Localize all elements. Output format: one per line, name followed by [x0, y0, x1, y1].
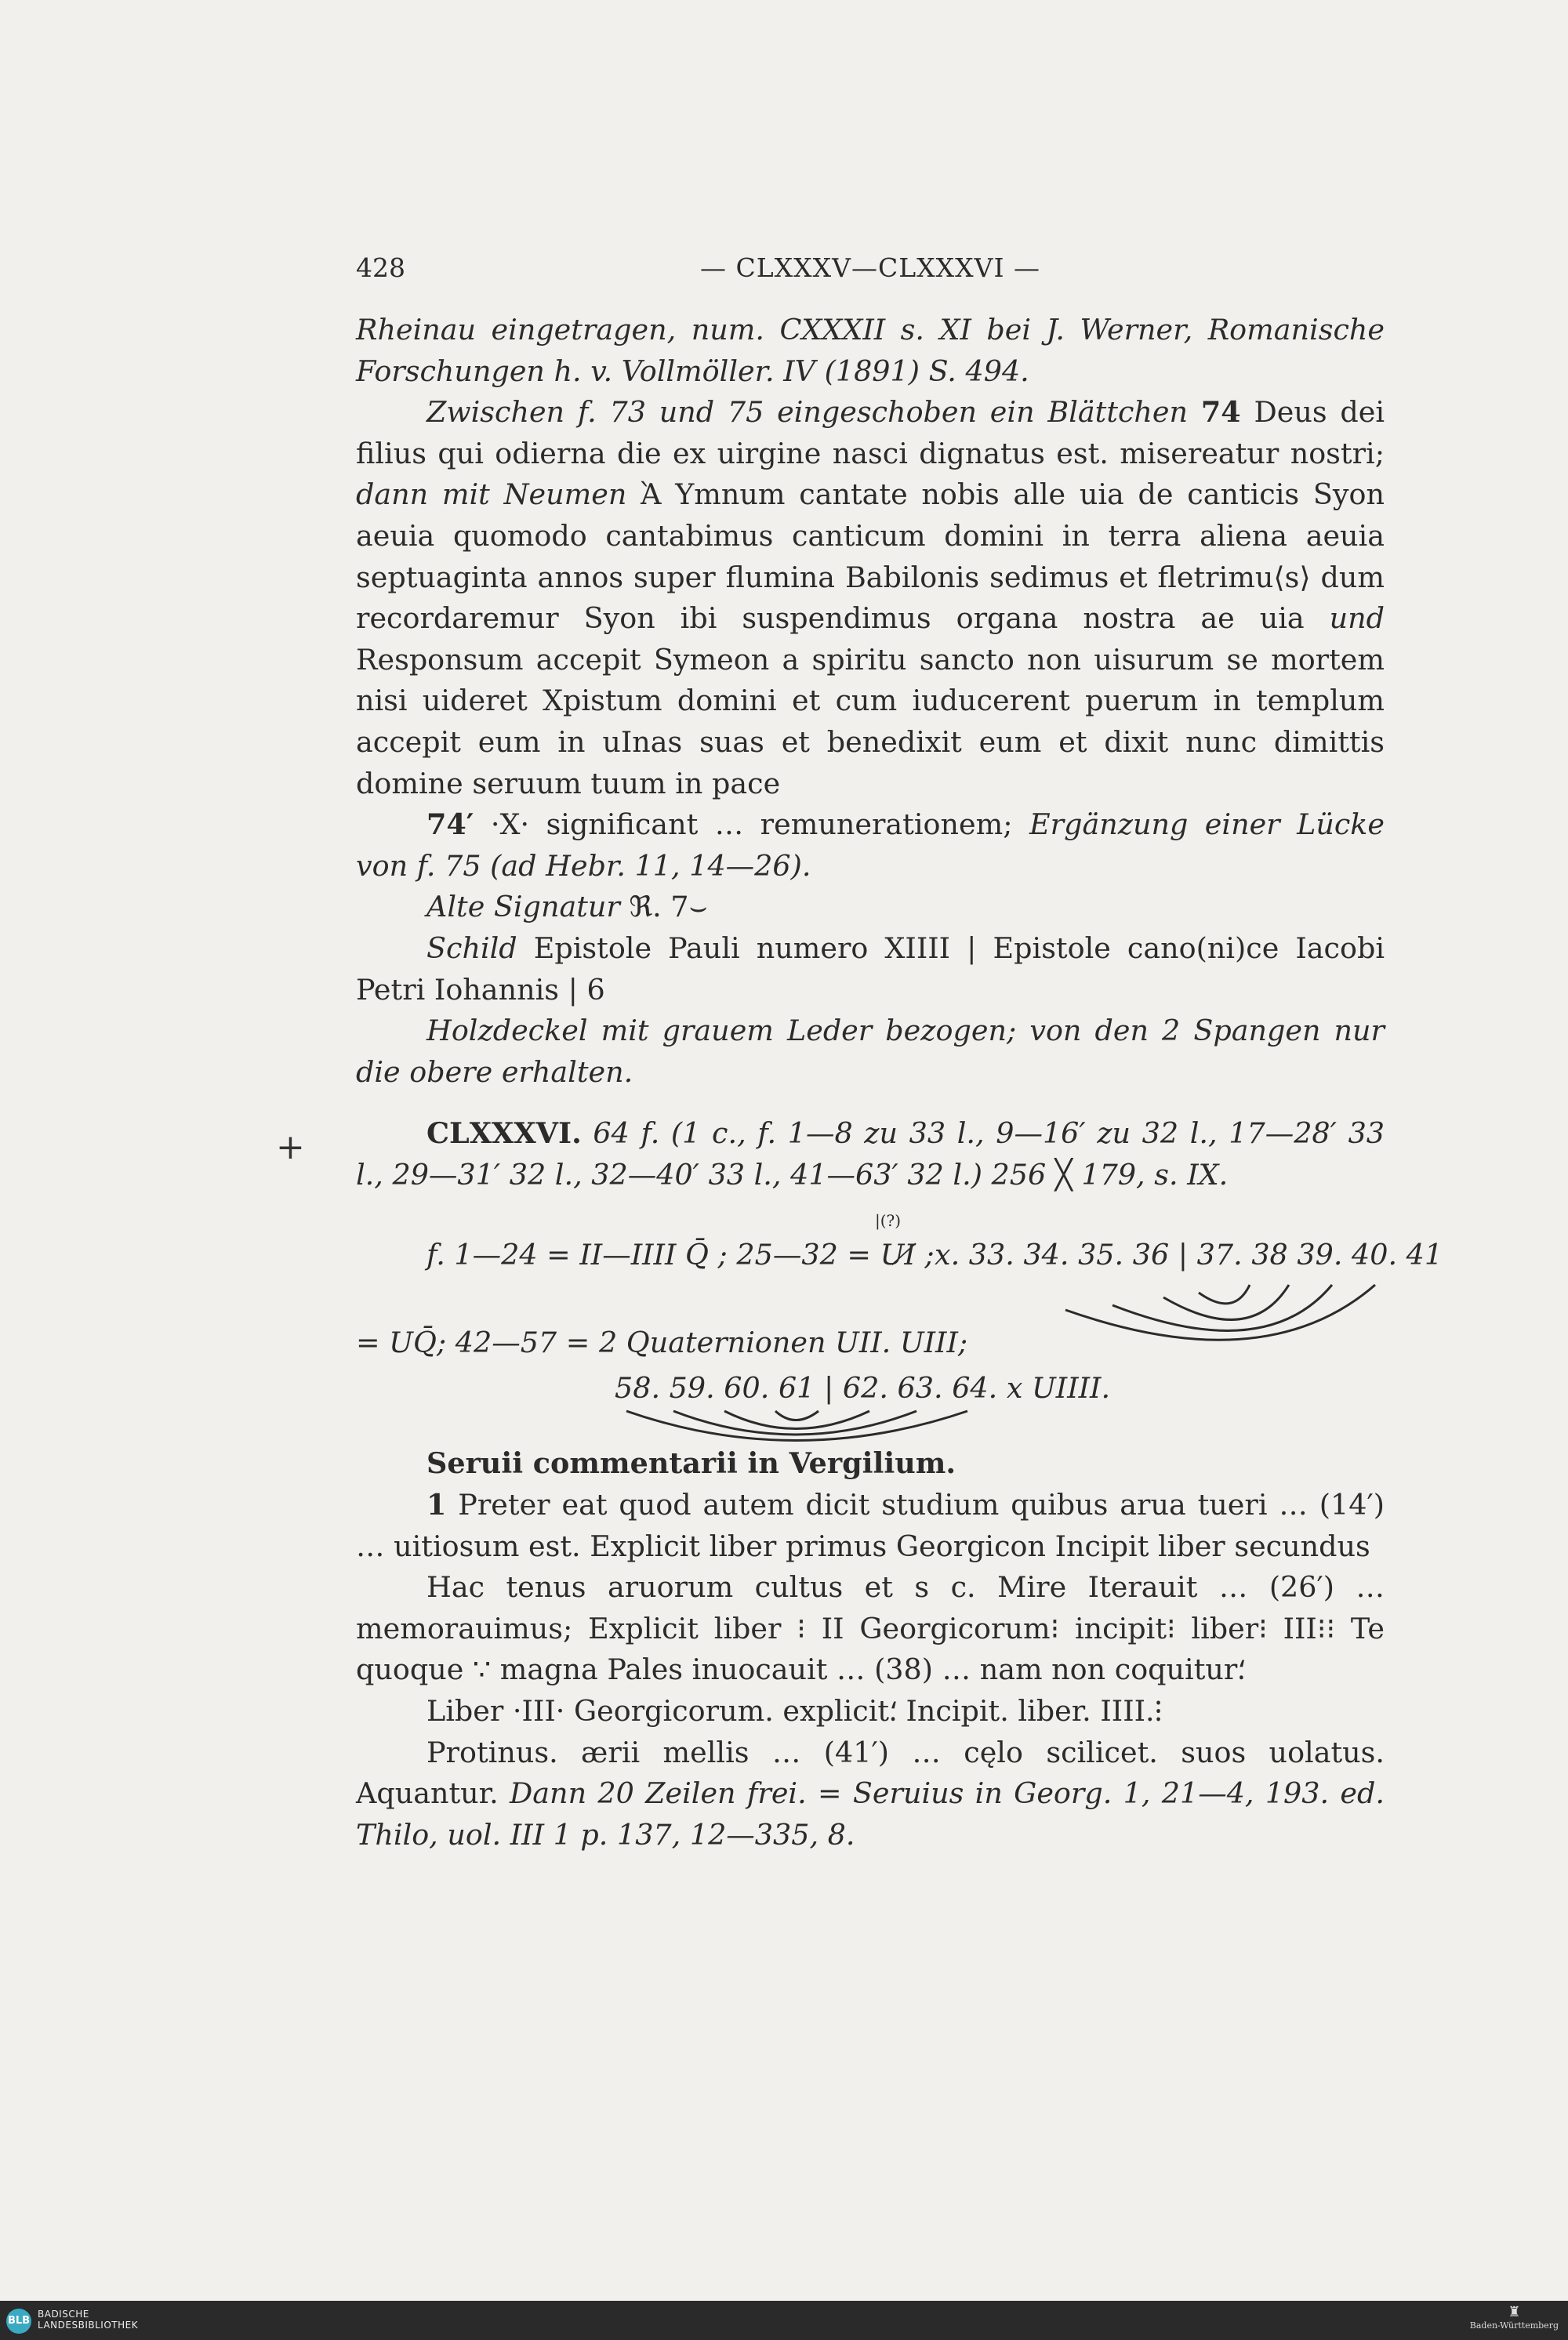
paragraph: [356, 1567, 1385, 1691]
paragraph: [356, 310, 1385, 392]
italic-text: 64 f. (1 c., f. 1—8 zu 33 l., 9—16′ zu 32 l., 17—28′ 33 l., 29—31′ 32 l., 32—40′ 33 l., 41—63′ 32 l.) 256 ╳ 179, s. IX.: [356, 1116, 1385, 1192]
latin-text: Epistole Pauli numero XIIII | Epistole cano(ni)ce Iacobi Petri Iohannis | 6: [356, 931, 1385, 1007]
blb-logo-icon: BLB: [6, 2309, 31, 2334]
page-header: [356, 252, 1385, 292]
paragraph: [356, 804, 1385, 887]
coat-of-arms-icon: ♜: [1508, 2304, 1521, 2320]
latin-text: Ὰ Ymnum cantate nobis alle uia de canticis Syon aeuia quomodo cantabimus canticum domini in terra aliena aeuia septuaginta annos super flumina Babilonis sedimus et fletrimu⟨s⟩ dum recordaremur Syon ibi suspendimus organa nostra ae uia: [356, 477, 1385, 636]
paragraph: [356, 1485, 1385, 1567]
paragraph: [356, 928, 1385, 1010]
paragraph: [356, 392, 1385, 804]
folio-number: 1: [426, 1488, 447, 1522]
page-number: 428: [356, 252, 405, 283]
italic-text: dann mit Neumen: [356, 477, 627, 512]
paragraph: [356, 1443, 1385, 1485]
italic-text: Holzdeckel mit grauem Leder bezogen; von den 2 Spangen nur die obere erhalten.: [356, 1014, 1385, 1089]
entry-heading-paragraph: [356, 1113, 1385, 1195]
quire-arcs: [356, 1368, 1385, 1438]
latin-text: Preter eat quod autem dicit studium quibus arua tueri … (14′) … uitiosum est. Explicit liber primus Georgicon Incipit liber secundus: [356, 1488, 1385, 1563]
italic-text: Zwischen f. 73 und 75 eingeschoben ein Blättchen: [426, 395, 1189, 430]
region-name: Baden-Württemberg: [1469, 2320, 1559, 2331]
quire-folios: x. 33. 34. 35. 36 | 37. 38 39. 40. 41: [935, 1238, 1443, 1272]
library-name: BADISCHE LANDESBIBLIOTHEK: [38, 2309, 139, 2331]
paragraph: [356, 1010, 1385, 1093]
italic-text: Dann 20 Zeilen frei. = Seruius in Georg. 1, 21—4, 193. ed. Thilo, uol. III 1 p. 137, 12—335, 8.: [356, 1776, 1385, 1852]
shelfmark: ℜ. 7⌣: [629, 890, 708, 924]
folio-number: 74′: [426, 807, 474, 842]
latin-text: Liber ·III· Georgicorum. explicit⸵ Incipit. liber. IIII.⁝: [426, 1694, 1163, 1729]
latin-text: ·X· significant … remunerationem;: [490, 807, 1013, 842]
quire-arcs: [356, 1200, 1443, 1318]
italic-text: Alte Signatur: [426, 890, 620, 924]
viewer-footer-bar: [0, 2301, 1568, 2340]
work-title: Seruii commentarii in Vergilium.: [426, 1446, 956, 1481]
superscript-note: |(?): [875, 1211, 902, 1231]
quire-formula: 58. 59. 60. 61 | 62. 63. 64. x UIIII.: [615, 1371, 1111, 1406]
quire-formula-line-1: [356, 1200, 1443, 1286]
latin-text: Hac tenus aruorum cultus et s c. Mire Iterauit … (26′) … memorauimus; Explicit liber ⁝ II Georgicorum⁝ incipit⁝ liber⁝ III⁝⁝ Te quoque ∵ magna Pales inuocauit … (38) … nam non coquitur⸵: [356, 1570, 1385, 1687]
paragraph: [356, 1732, 1385, 1856]
italic-text: und: [1329, 601, 1385, 636]
entry-number: CLXXXVI.: [426, 1116, 582, 1151]
body-text: [356, 310, 1443, 1856]
folio-number: 74: [1200, 395, 1241, 430]
latin-text: Protinus. ærii mellis … (41′) … cęlo scilicet. suos uolatus. Aquantur.: [356, 1735, 1385, 1811]
quire-formula-line-2: [356, 1322, 1385, 1368]
paragraph: [356, 887, 1385, 928]
region-logo: [1470, 2305, 1559, 2331]
quire-formula-line-3: [356, 1368, 1385, 1438]
paragraph: [356, 1691, 1385, 1732]
running-title: — CLXXXV—CLXXXVI —: [700, 252, 1040, 283]
margin-mark: +: [276, 1127, 305, 1167]
quire-formula: f. 1—24 = II—IIII Q̄ ; 25—32 = UI̸ ;: [426, 1238, 935, 1272]
latin-text: Deus dei filius qui odierna die ex uirgine nasci dignatus est. misereatur nostri;: [356, 395, 1385, 470]
italic-text: Schild: [426, 931, 517, 965]
italic-text: Rheinau eingetragen, num. CXXXII s. XI bei J. Werner, Romanische Forschungen h. v. Vollmöller. IV (1891) S. 494.: [356, 313, 1385, 388]
italic-text: Ergänzung einer Lücke von f. 75 (ad Hebr. 11, 14—26).: [356, 807, 1385, 883]
quire-formula: = UQ̄; 42—57 = 2 Quaternionen UII. UIII;: [356, 1326, 968, 1360]
latin-text: Responsum accepit Symeon a spiritu sancto non uisurum se mortem nisi uideret Xpistum domini et cum iuducerent puerum in templum accepit eum in uInas suas et benedixit eum et dixit nunc dimittis domine seruum tuum in pace: [356, 642, 1385, 800]
